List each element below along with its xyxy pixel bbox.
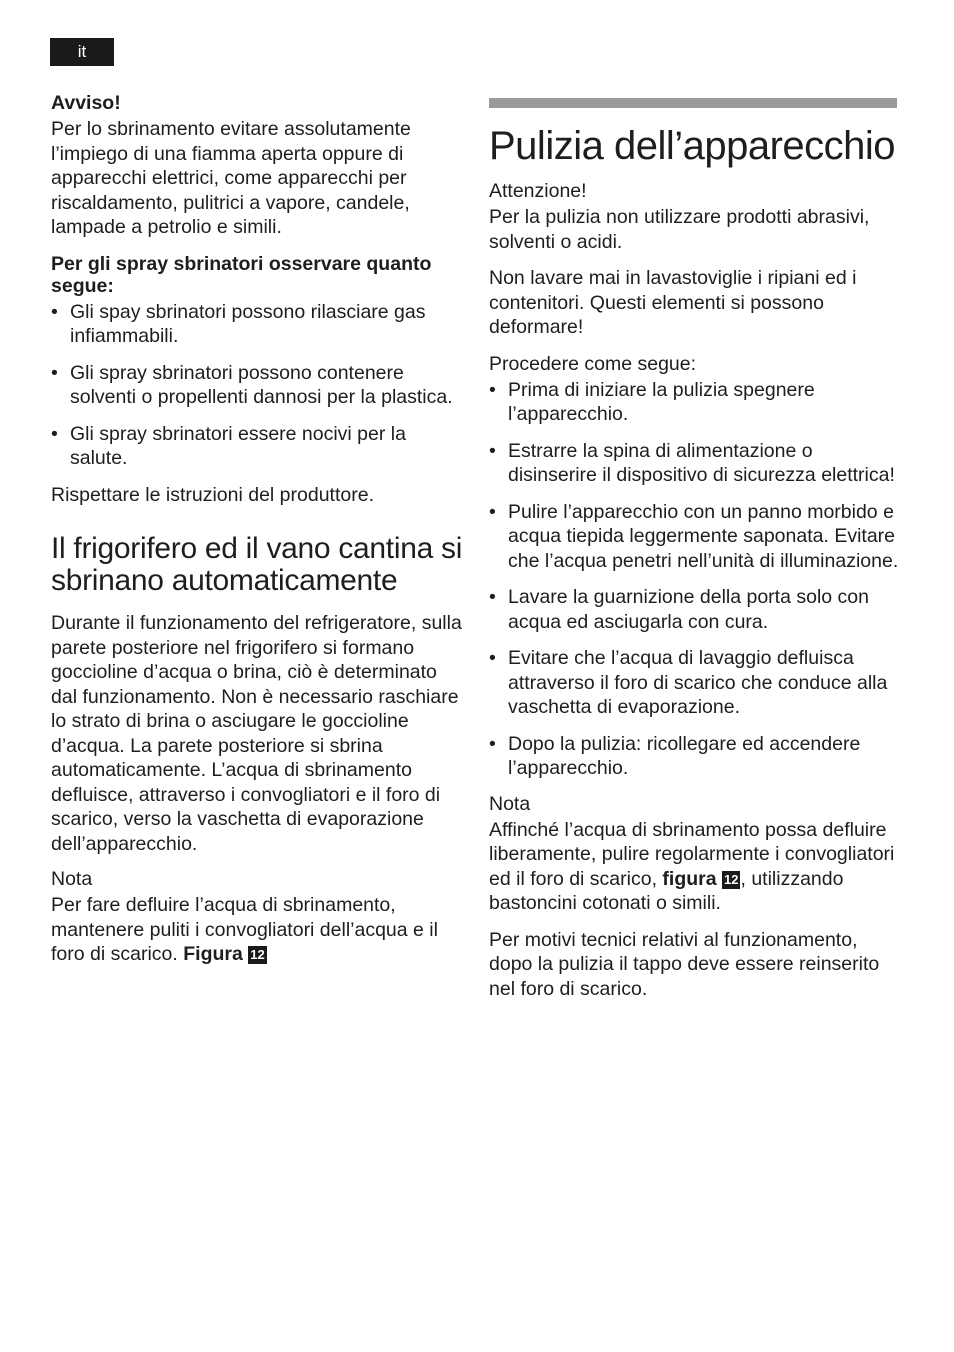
note-body-end: , utilizzando bastoncini cotonati o simili. — [489, 867, 844, 914]
spray-heading: Per gli spray sbrinatori osservare quanto segue: — [51, 252, 432, 297]
figure-number-badge: 12 — [724, 871, 739, 887]
page-title: Pulizia dell’apparecchio — [489, 124, 896, 168]
list-item: • Dopo la pulizia: ricollegare ed accendere l’apparecchio. — [489, 732, 901, 781]
procedure-heading: Procedere come segue: — [489, 352, 697, 375]
note-body: Per fare defluire l’acqua di sbrinamento, mantenere puliti i convogliatori dell’acqua e il foro di scarico. — [51, 894, 438, 965]
caution-text-1: Per la pulizia non utilizzare prodotti abrasivi, solventi o acidi. — [489, 206, 870, 253]
language-tab: it — [50, 38, 114, 66]
section-title-defrost: Il frigorifero ed il vano cantina si sbrinano automaticamente — [51, 532, 463, 597]
warning-text: Per lo sbrinamento evitare assolutamente l’impiego di una fiamma aperta oppure di apparecchi elettrici, come apparecchi per riscaldamento, pulitrici a vapore, candele, lampade a petrolio e simili. — [51, 118, 411, 238]
list-item: • Gli spay sbrinatori possono rilasciare gas infiammabili. — [51, 300, 466, 349]
note-body: Affinché l’acqua di sbrinamento possa defluire liberamente, pulire regolarmente i convogliatori ed il foro di scarico, — [489, 818, 895, 890]
list-item: • Gli spray sbrinatori possono contenere solventi o propellenti dannosi per la plastica. — [51, 361, 466, 410]
figure-reference: figura — [662, 867, 717, 890]
right-column — [489, 98, 901, 1001]
defrost-text: Durante il funzionamento del refrigeratore, sulla parete posteriore nel frigorifero si formano goccioline d’acqua o brina, ciò è determinato dal funzionamento. Non è necessario raschiare lo strato di brina o asciugare le goccioline d’acqua. La parete posteriore si sbrina automaticamente. L’acqua di sbrinamento defluisce, attraverso i convogliatori e il foro di scarico, verso la vaschetta di evaporazione dell’apparecchio. — [51, 612, 462, 855]
note-text — [489, 818, 901, 916]
final-text: Per motivi tecnici relativi al funzionamento, dopo la pulizia il tappo deve essere reinserito nel foro di scarico. — [489, 928, 880, 1000]
left-column — [51, 92, 466, 967]
list-item: • Gli spray sbrinatori essere nocivi per la salute. — [51, 422, 466, 471]
procedure-list — [489, 378, 901, 781]
note-heading: Nota — [489, 792, 531, 815]
list-item: • Estrarre la spina di alimentazione o disinserire il dispositivo di sicurezza elettrica! — [489, 439, 901, 488]
spray-list — [51, 300, 466, 471]
caution-text-2: Non lavare mai in lavastoviglie i ripiani ed i contenitori. Questi elementi si possono deformare! — [489, 267, 857, 338]
figure-number-badge: 12 — [250, 947, 265, 962]
list-item: • Pulire l’apparecchio con un panno morbido e acqua tiepida leggermente saponata. Evitare che l’acqua penetri nell’unità di illuminazione. — [489, 500, 901, 574]
figure-reference: Figura — [183, 943, 243, 965]
note-text — [51, 893, 466, 967]
note-heading: Nota — [51, 868, 93, 890]
spray-footer: Rispettare le istruzioni del produttore. — [51, 483, 374, 506]
caution-heading: Attenzione! — [489, 180, 587, 202]
list-item: • Prima di iniziare la pulizia spegnere l’apparecchio. — [489, 378, 901, 427]
warning-heading: Avviso! — [51, 92, 121, 114]
list-item: • Lavare la guarnizione della porta solo con acqua ed asciugarla con cura. — [489, 585, 901, 634]
section-divider — [489, 98, 897, 108]
list-item: • Evitare che l’acqua di lavaggio defluisca attraverso il foro di scarico che conduce alla vaschetta di evaporazione. — [489, 646, 901, 720]
